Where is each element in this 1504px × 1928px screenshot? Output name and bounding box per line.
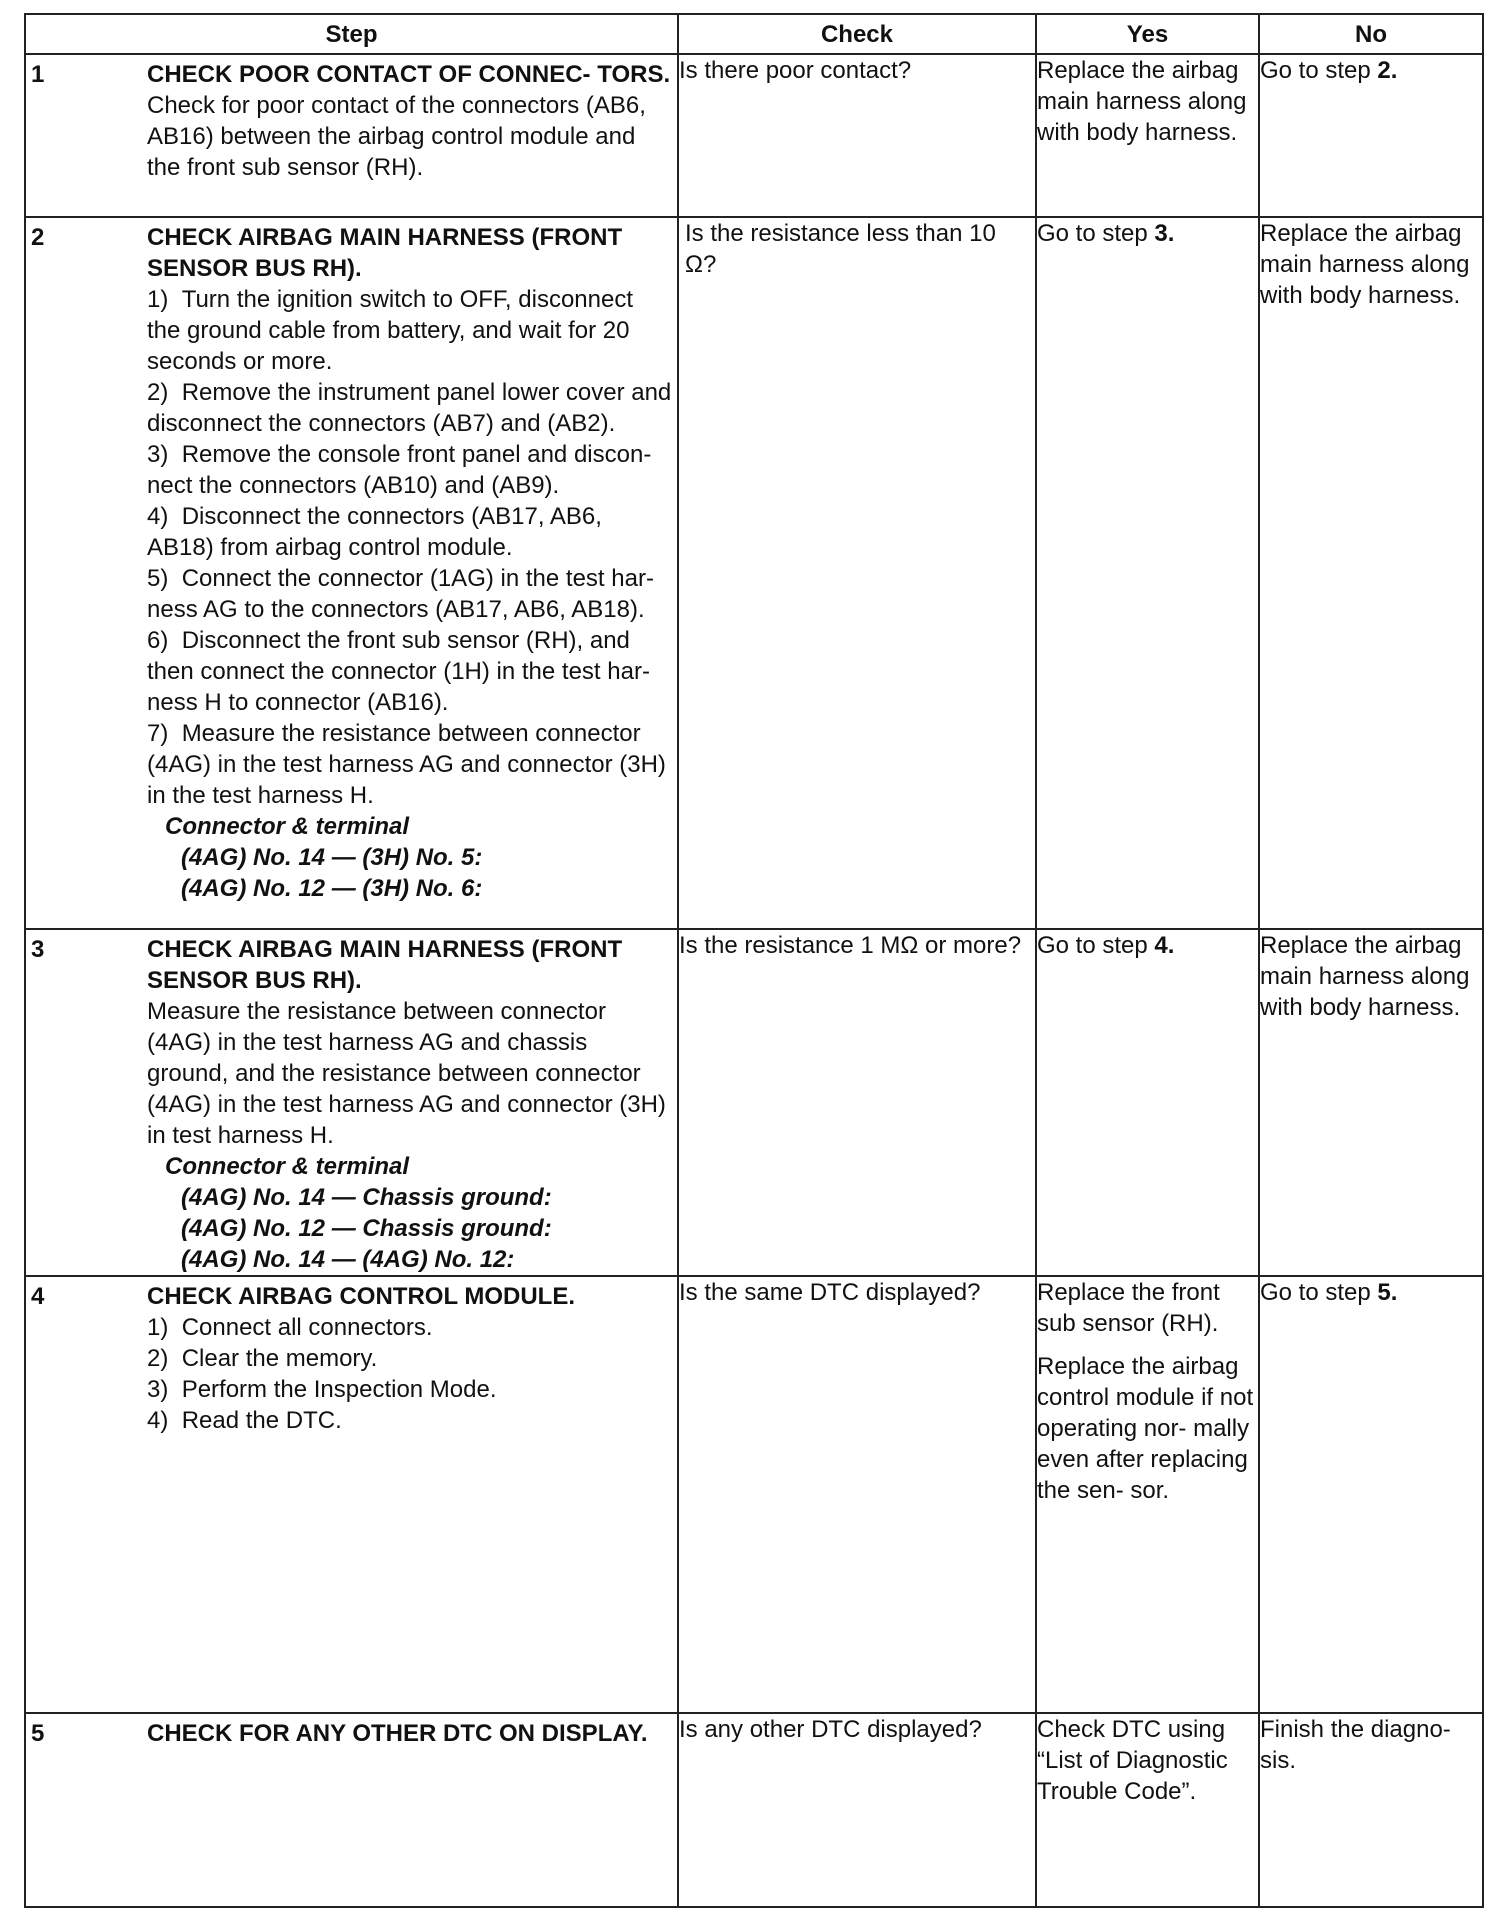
item-number: 4) bbox=[147, 1407, 169, 1434]
connector-terminal-label: Connector & terminal bbox=[165, 1153, 410, 1180]
no-prefix: Go to step bbox=[1260, 57, 1378, 84]
step-cell bbox=[25, 1276, 678, 1713]
connector-terminal-line: (4AG) No. 14 — (4AG) No. 12: bbox=[181, 1246, 515, 1273]
header-yes: Yes bbox=[1036, 14, 1259, 54]
step-cell bbox=[25, 929, 678, 1276]
item-number: 2) bbox=[147, 1345, 169, 1372]
no-cell bbox=[1259, 1276, 1483, 1713]
no-cell: Finish the diagno- sis. bbox=[1259, 1713, 1483, 1907]
header-check: Check bbox=[678, 14, 1036, 54]
item-number: 6) bbox=[147, 627, 169, 654]
check-cell: Is the resistance 1 MΩ or more? bbox=[678, 929, 1036, 1276]
item-text: Clear the memory. bbox=[181, 1345, 378, 1372]
header-step: Step bbox=[25, 14, 678, 54]
item-number: 1) bbox=[147, 1314, 169, 1341]
procedure-item bbox=[147, 1343, 673, 1374]
step-number: 2 bbox=[31, 224, 45, 251]
yes-suffix: . bbox=[1167, 220, 1175, 247]
procedure-item bbox=[147, 1312, 673, 1343]
yes-cell: Check DTC using “List of Diagnostic Trouble Code”. bbox=[1036, 1713, 1259, 1907]
item-text: Disconnect the connectors (AB17, AB6, AB18) from airbag control module. bbox=[147, 503, 602, 561]
step-title: CHECK AIRBAG MAIN HARNESS (FRONT SENSOR BUS RH). bbox=[147, 936, 623, 994]
connector-terminal-line: (4AG) No. 14 — (3H) No. 5: bbox=[181, 844, 483, 871]
step-title: CHECK AIRBAG CONTROL MODULE. bbox=[147, 1283, 575, 1310]
step-number: 5 bbox=[31, 1720, 45, 1747]
yes-text: Replace the front sub sensor (RH). bbox=[1037, 1279, 1220, 1337]
item-number: 1) bbox=[147, 286, 169, 313]
no-cell: Replace the airbag main harness along with body harness. bbox=[1259, 929, 1483, 1276]
item-text: Disconnect the front sub sensor (RH), and then connect the connector (1H) in the test har- ness H to connector (AB16). bbox=[147, 627, 650, 716]
yes-prefix: Go to step bbox=[1037, 220, 1155, 247]
step-description: Measure the resistance between connector (4AG) in the test harness AG and chassis ground, and the resistance between connector (4AG) in the test harness AG and connector (3H) in test harness H. bbox=[147, 998, 666, 1149]
yes-cell: Replace the airbag main harness along with body harness. bbox=[1036, 54, 1259, 217]
item-number: 5) bbox=[147, 565, 169, 592]
procedure-item bbox=[147, 625, 673, 718]
connector-terminal-label: Connector & terminal bbox=[165, 813, 410, 840]
procedure-item bbox=[147, 563, 673, 625]
procedure-item bbox=[147, 718, 673, 811]
yes-text-secondary: Replace the airbag control module if not operating nor- mally even after replacing the sen- sor. bbox=[1037, 1353, 1254, 1504]
item-text: Read the DTC. bbox=[181, 1407, 342, 1434]
yes-step-ref: 3 bbox=[1154, 220, 1168, 247]
connector-terminal-line: (4AG) No. 12 — Chassis ground: bbox=[181, 1215, 552, 1242]
item-number: 3) bbox=[147, 441, 169, 468]
table-row bbox=[25, 929, 1483, 1276]
item-text: Connect all connectors. bbox=[181, 1314, 433, 1341]
yes-suffix: . bbox=[1167, 932, 1175, 959]
yes-step-ref: 4 bbox=[1154, 932, 1168, 959]
item-number: 7) bbox=[147, 720, 169, 747]
no-prefix: Go to step bbox=[1260, 1279, 1378, 1306]
item-text: Perform the Inspection Mode. bbox=[181, 1376, 497, 1403]
procedure-item bbox=[147, 377, 673, 439]
table-row bbox=[25, 54, 1483, 217]
table-row bbox=[25, 1713, 1483, 1907]
step-title: CHECK POOR CONTACT OF CONNEC- TORS. bbox=[147, 61, 671, 88]
procedure-item bbox=[147, 1405, 673, 1436]
step-cell bbox=[25, 54, 678, 217]
yes-cell bbox=[1036, 1276, 1259, 1713]
no-cell: Replace the airbag main harness along with body harness. bbox=[1259, 217, 1483, 929]
item-text: Remove the instrument panel lower cover and disconnect the connectors (AB7) and (AB2). bbox=[147, 379, 672, 437]
yes-cell bbox=[1036, 929, 1259, 1276]
step-cell bbox=[25, 217, 678, 929]
paragraph-gap bbox=[1037, 1339, 1258, 1351]
procedure-item bbox=[147, 284, 673, 377]
item-text: Connect the connector (1AG) in the test har- ness AG to the connectors (AB17, AB6, AB18). bbox=[147, 565, 654, 623]
procedure-item bbox=[147, 439, 673, 501]
check-cell: Is the resistance less than 10 Ω? bbox=[678, 217, 1036, 929]
step-number: 3 bbox=[31, 936, 45, 963]
item-text: Turn the ignition switch to OFF, disconnect the ground cable from battery, and wait for 20 seconds or more. bbox=[147, 286, 633, 375]
step-number: 1 bbox=[31, 61, 45, 88]
no-suffix: . bbox=[1390, 57, 1398, 84]
header-row bbox=[25, 14, 1483, 54]
connector-terminal-line: (4AG) No. 12 — (3H) No. 6: bbox=[181, 875, 483, 902]
check-cell: Is the same DTC displayed? bbox=[678, 1276, 1036, 1713]
diagnostic-table bbox=[24, 13, 1484, 1908]
item-number: 3) bbox=[147, 1376, 169, 1403]
step-title: CHECK AIRBAG MAIN HARNESS (FRONT SENSOR BUS RH). bbox=[147, 224, 623, 282]
yes-cell bbox=[1036, 217, 1259, 929]
item-text: Measure the resistance between connector (4AG) in the test harness AG and connector (3H) in the test harness H. bbox=[147, 720, 666, 809]
no-cell bbox=[1259, 54, 1483, 217]
step-cell bbox=[25, 1713, 678, 1907]
no-step-ref: 5 bbox=[1377, 1279, 1391, 1306]
no-suffix: . bbox=[1390, 1279, 1398, 1306]
step-number: 4 bbox=[31, 1283, 45, 1310]
step-title: CHECK FOR ANY OTHER DTC ON DISPLAY. bbox=[147, 1720, 648, 1747]
step-description: Check for poor contact of the connectors (AB6, AB16) between the airbag control module and the front sub sensor (RH). bbox=[147, 92, 646, 181]
check-cell: Is any other DTC displayed? bbox=[678, 1713, 1036, 1907]
connector-terminal-line: (4AG) No. 14 — Chassis ground: bbox=[181, 1184, 552, 1211]
item-text: Remove the console front panel and discon- nect the connectors (AB10) and (AB9). bbox=[147, 441, 652, 499]
check-cell: Is there poor contact? bbox=[678, 54, 1036, 217]
yes-prefix: Go to step bbox=[1037, 932, 1155, 959]
header-no: No bbox=[1259, 14, 1483, 54]
procedure-item bbox=[147, 1374, 673, 1405]
table-row bbox=[25, 1276, 1483, 1713]
no-step-ref: 2 bbox=[1377, 57, 1391, 84]
item-number: 2) bbox=[147, 379, 169, 406]
item-number: 4) bbox=[147, 503, 169, 530]
table-row bbox=[25, 217, 1483, 929]
procedure-item bbox=[147, 501, 673, 563]
